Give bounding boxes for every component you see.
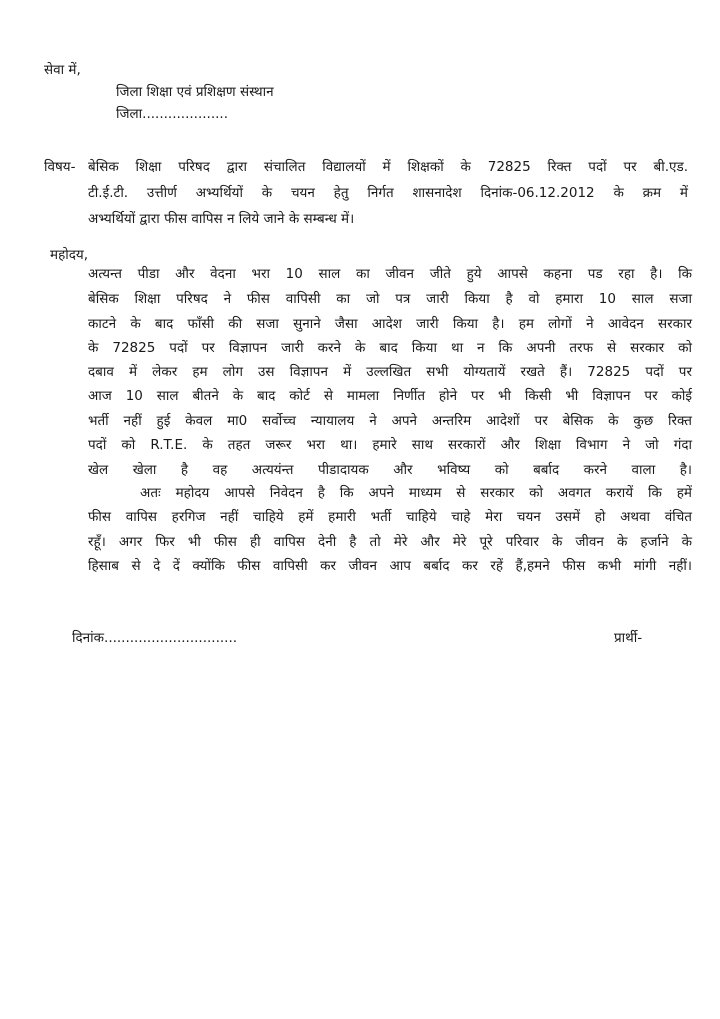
salutation-to: सेवा में, xyxy=(44,62,81,78)
body-line-1: अत्यन्त पीडा और वेदना भरा 10 साल का जीवन जीते हुये आपसे कहना पड रहा है। कि xyxy=(88,266,692,282)
greeting: महोदय, xyxy=(50,247,89,263)
recipient-line-1: जिला शिक्षा एवं प्रशिक्षण संस्थान xyxy=(116,84,274,100)
body-line-3: काटने के बाद फाँसी की सजा सुनाने जैसा आदेश जारी किया है। हम लोगों ने आवेदन सरकार xyxy=(88,316,692,332)
body-line-2: बेसिक शिक्षा परिषद ने फीस वापिसी का जो पत्र जारी किया है वो हमारा 10 साल सजा xyxy=(88,291,692,307)
para2-line-1: फीस वापिस हरगिज नहीं चाहिये हमें हमारी भर्ती चाहिये चाहे मेरा चयन उसमें हो अथवा वंचित xyxy=(88,509,692,525)
applicant-label: प्रार्थी- xyxy=(614,630,643,646)
subject-label: विषय- xyxy=(44,159,76,175)
subject-line-2: टी.ई.टी. उत्तीर्ण अभ्यर्थियों के चयन हेतु निर्गत शासनादेश दिनांक-06.12.2012 के क्रम में xyxy=(88,185,688,201)
para2-line-3: हिसाब से दे दें क्योंकि फीस वापिसी कर जीवन आप बर्बाद कर रहें हैं,हमने फीस कभी मांगी नहीं। xyxy=(88,558,692,574)
subject-line-3: अभ्यर्थियों द्वारा फीस वापिस न लिये जाने के सम्बन्ध में। xyxy=(88,211,355,227)
subject-line-1: बेसिक शिक्षा परिषद द्वारा संचालित विद्यालयों में शिक्षकों के 72825 रिक्त पदों पर बी.एड. xyxy=(88,159,688,175)
body-line-5: दबाव में लेकर हम लोग उस विज्ञापन में उल्लखित सभी योग्यतायें रखते हैं। 72825 पदों पर xyxy=(88,364,692,380)
date-label: दिनांक............................... xyxy=(72,630,238,646)
para2-line-2: रहूँ। अगर फिर भी फीस ही वापिस देनी है तो मेरे और मेरे पूरे परिवार के जीवन के हर्जाने के xyxy=(88,534,692,550)
body-line-9: खेल खेला है वह अत्ययंन्त पीडादायक और भविष्य को बर्बाद करने वाला है। xyxy=(88,462,692,478)
body-line-4: के 72825 पदों पर विज्ञापन जारी करने के बाद किया था न कि अपनी तरफ से सरकार को xyxy=(88,340,692,356)
body-line-6: आज 10 साल बीतने के बाद कोर्ट से मामला निर्णीत होने पर भी किसी भी विज्ञापन पर कोई xyxy=(88,388,692,404)
recipient-line-2: जिला.................... xyxy=(116,106,228,122)
para2-first-line: अतः महोदय आपसे निवेदन है कि अपने माध्यम से सरकार को अवगत करायें कि हमें xyxy=(140,485,692,501)
body-line-8: पदों को R.T.E. के तहत जरूर भरा था। हमारे साथ सरकारों और शिक्षा विभाग ने जो गंदा xyxy=(88,437,692,453)
body-line-7: भर्ती नहीं हुई केवल मा0 सर्वोच्च न्यायालय ने अपने अन्तरिम आदेशों पर बेसिक के कुछ रिक्त xyxy=(88,413,692,429)
